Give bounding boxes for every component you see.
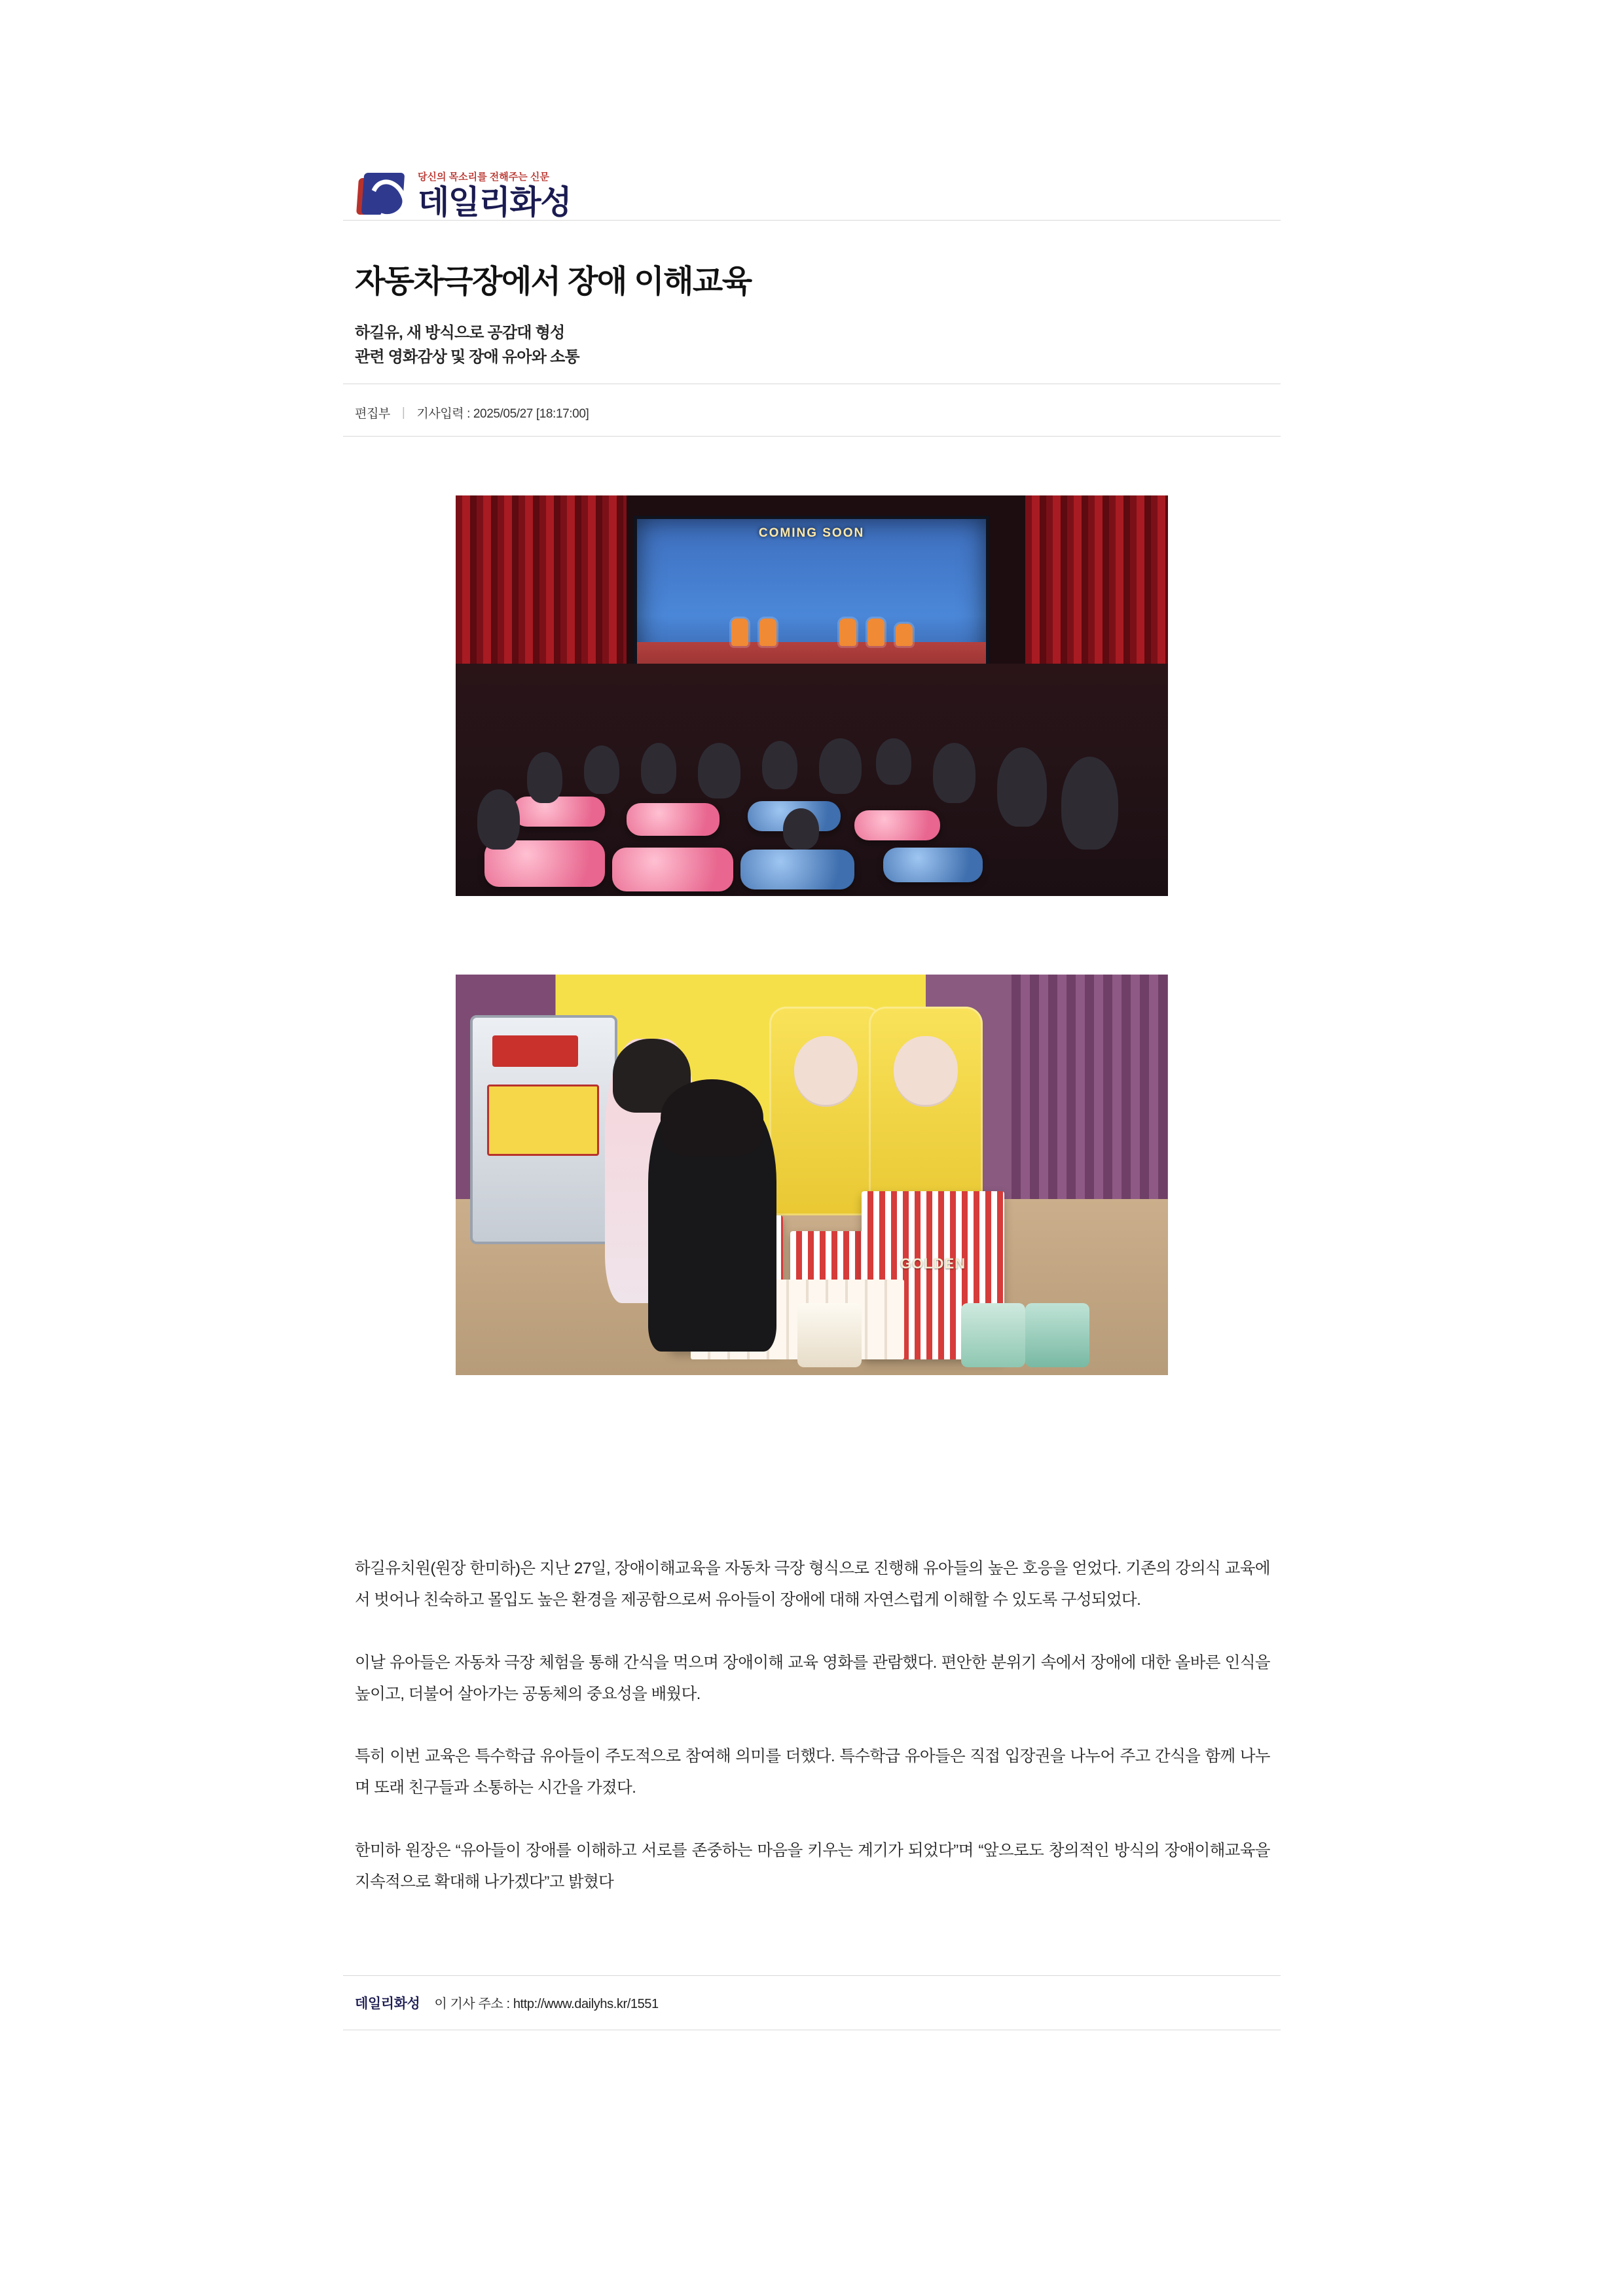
article-paragraph: 한미하 원장은 “유아들이 장애를 이해하고 서로를 존중하는 마음을 키우는 계기가 되었다”며 “앞으로도 창의적인 방식의 장애이해교육을 지속적으로 확대해 나가겠다”고 밝혔다 (355, 1841, 1270, 1891)
page-title: 자동차극장에서 장애 이해교육 (355, 264, 752, 299)
subhead-group (355, 321, 1281, 369)
footer-brand[interactable]: 데일리화성 (355, 1996, 420, 2011)
byline-divider-bottom (343, 436, 1281, 437)
article-paragraph: 특히 이번 교육은 특수학급 유아들이 주도적으로 참여해 의미를 더했다. 특수학급 유아들은 직접 입장권을 나누어 주고 간식을 함께 나누며 또래 친구들과 소통하는 시간을 가졌다. (355, 1748, 1270, 1797)
article-paragraph: 하길유치원(원장 한미하)은 지난 27일, 장애이해교육을 자동차 극장 형식으로 진행해 유아들의 높은 호응을 얻었다. 기존의 강의식 교육에서 벗어나 친숙하고 몰입도 높은 환경을 제공함으로써 유아들이 장애에 대해 자연스럽게 이해할 수 있도록 구성되었다. (355, 1560, 1270, 1609)
byline (355, 404, 1281, 422)
photo-popcorn-stand (456, 975, 1168, 1375)
subhead-line-2: 관련 영화감상 및 장애 유아와 소통 (355, 348, 579, 367)
masthead-text (418, 170, 571, 220)
article-body (355, 1553, 1270, 1897)
masthead-tagline: 당신의 목소리를 전해주는 신문 (418, 171, 549, 183)
dailyhs-logo-icon[interactable] (357, 169, 409, 220)
chick-costume-child-2 (869, 1007, 983, 1215)
screen-caption: COMING SOON (758, 526, 865, 540)
chick-costume-child-1 (769, 1007, 883, 1215)
footer-divider-top (343, 1975, 1281, 1976)
photo-car-cinema (456, 495, 1168, 896)
article-url[interactable]: 이 기사 주소 : http://www.dailyhs.kr/1551 (434, 1996, 659, 2011)
popcorn-bag-label: GOLDEN (900, 1255, 966, 1272)
masthead[interactable] (343, 122, 1281, 220)
article-paragraph: 이날 유아들은 자동차 극장 체험을 통해 간식을 먹으며 장애이해 교육 영화를 관람했다. 편안한 분위기 속에서 장애에 대한 올바른 인식을 높이고, 더불어 살아가는 공동체의 중요성을 배웠다. (355, 1653, 1270, 1703)
article-container (343, 122, 1281, 2030)
byline-date: 기사입력 : 2025/05/27 [18:17:00] (416, 407, 589, 422)
child-in-black (648, 1095, 776, 1352)
byline-author: 편집부 (355, 407, 390, 422)
audience-area (456, 664, 1168, 896)
toy-truck (470, 1015, 618, 1245)
byline-separator: | (401, 405, 405, 420)
footer (355, 1993, 1281, 2013)
masthead-brand[interactable]: 데일리화성 (418, 184, 571, 221)
subhead-line-1: 하길유, 새 방식으로 공감대 형성 (355, 324, 565, 342)
photo-gallery (343, 495, 1281, 1375)
